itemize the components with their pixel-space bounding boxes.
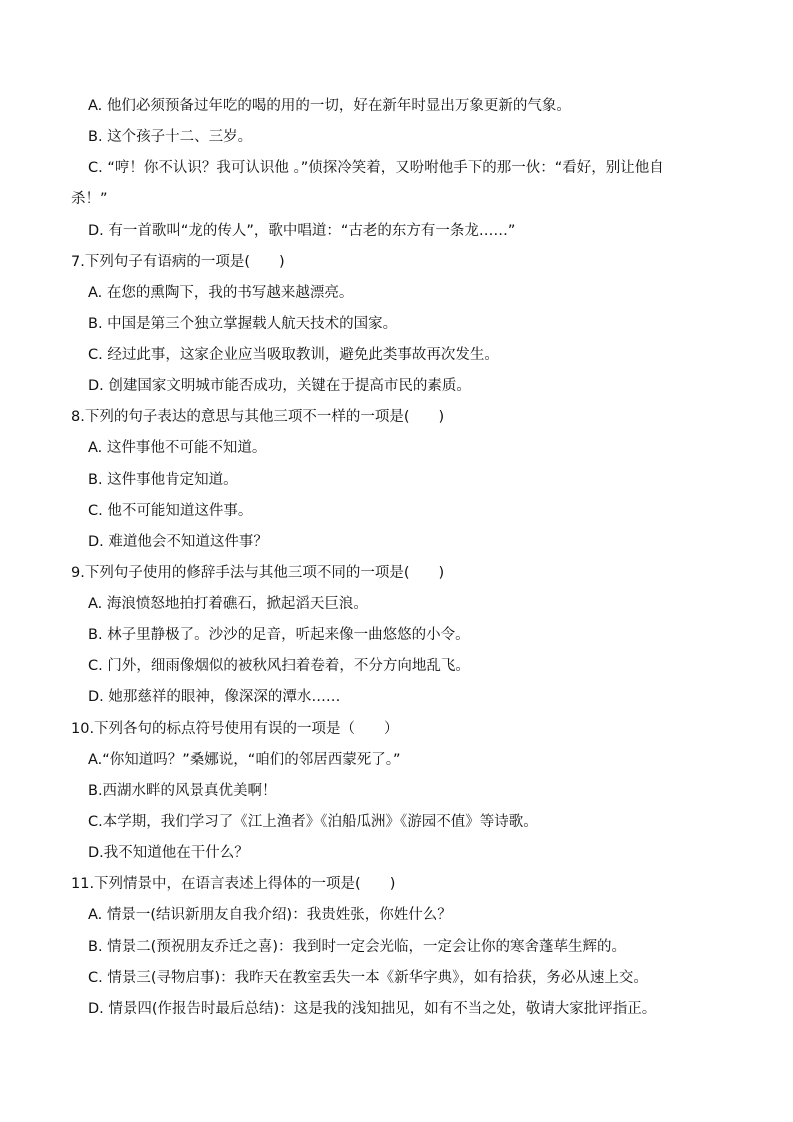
prev-option-c-continued: 杀！”	[71, 191, 108, 207]
question-8-stem: 8.下列的句子表达的意思与其他三项不一样的一项是( )	[71, 409, 445, 425]
question-9-option-a: A. 海浪愤怒地拍打着礁石，掀起滔天巨浪。	[88, 596, 368, 612]
question-10-option-d: D.我不知道他在干什么？	[88, 845, 249, 861]
question-8-option-b: B. 这件事他肯定知道。	[88, 472, 238, 488]
question-8-option-a: A. 这件事他不可能不知道。	[88, 440, 267, 456]
prev-option-d: D. 有一首歌叫“龙的传人”，歌中唱道：“古老的东方有一条龙……”	[88, 223, 516, 239]
question-11-stem: 11.下列情景中，在语言表述上得体的一项是( )	[71, 876, 396, 892]
question-9-stem: 9.下列句子使用的修辞手法与其他三项不同的一项是( )	[71, 565, 445, 581]
question-7-option-a: A. 在您的熏陶下，我的书写越来越漂亮。	[88, 285, 354, 301]
question-7-option-b: B. 中国是第三个独立掌握载人航天技术的国家。	[88, 316, 398, 332]
question-9-option-b: B. 林子里静极了。沙沙的足音，听起来像一曲悠悠的小令。	[88, 627, 470, 643]
question-8-option-c: C. 他不可能知道这件事。	[88, 503, 253, 519]
question-10-option-b: B.西湖水畔的风景真优美啊！	[88, 783, 277, 799]
prev-option-c: C. “哼！你不认识？我可认识他 。”侦探冷笑着，又吩咐他手下的那一伙：“看好，别让他自	[88, 160, 664, 176]
question-11-option-b: B. 情景二(预祝朋友乔迁之喜)：我到时一定会光临，一定会让你的寒舍蓬荜生辉的。	[88, 939, 626, 955]
question-7-option-c: C. 经过此事，这家企业应当吸取教训，避免此类事故再次发生。	[88, 347, 499, 363]
prev-option-b: B. 这个孩子十二、三岁。	[88, 129, 253, 145]
question-11-option-d: D. 情景四(作报告时最后总结)：这是我的浅知拙见，如有不当之处，敬请大家批评指正。	[88, 1001, 657, 1017]
question-9-option-d: D. 她那慈祥的眼神，像深深的潭水……	[88, 689, 341, 705]
question-8-option-d: D. 难道他会不知道这件事？	[88, 534, 268, 550]
question-11-option-a: A. 情景一(结识新朋友自我介绍)：我贵姓张，你姓什么？	[88, 907, 452, 923]
question-7-option-d: D. 创建国家文明城市能否成功，关键在于提高市民的素质。	[88, 378, 471, 394]
question-11-option-c: C. 情景三(寻物启事)：我昨天在教室丢失一本《新华字典》，如有拾获，务必从速上交。	[88, 970, 648, 986]
question-10-stem: 10.下列各句的标点符号使用有误的一项是（ ）	[71, 721, 399, 737]
prev-option-a: A. 他们必须预备过年吃的喝的用的一切，好在新年时显出万象更新的气象。	[88, 98, 571, 114]
question-10-option-c: C.本学期，我们学习了《江上渔者》《泊船瓜洲》《游园不值》等诗歌。	[88, 814, 538, 830]
question-10-option-a: A.“你知道吗？”桑娜说，“咱们的邻居西蒙死了。”	[88, 752, 401, 768]
question-9-option-c: C. 门外，细雨像烟似的被秋风扫着卷着，不分方向地乱飞。	[88, 658, 470, 674]
question-7-stem: 7.下列句子有语病的一项是( )	[71, 254, 285, 270]
